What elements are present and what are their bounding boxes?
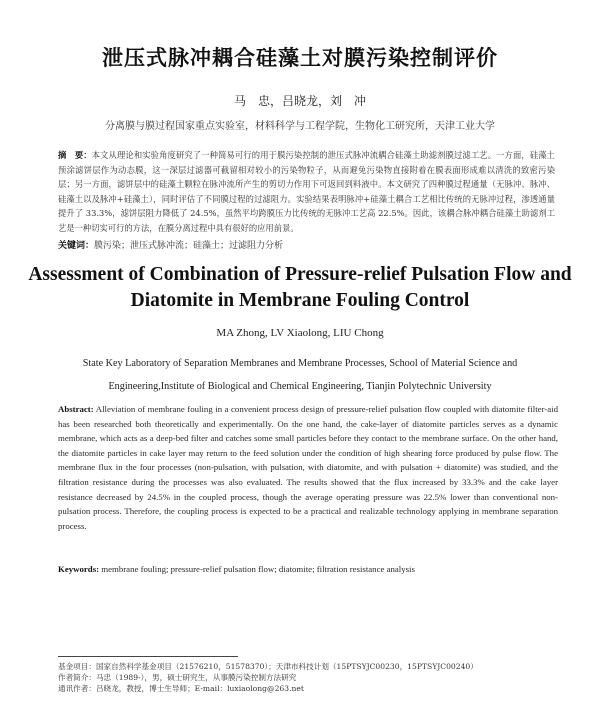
- english-keywords-text: membrane fouling; pressure-relief pulsation flow; diatomite; filtration resistance analysis: [101, 564, 415, 574]
- english-abstract-label: Abstract:: [58, 404, 94, 414]
- chinese-affiliation: 分离膜与膜过程国家重点实验室，材料科学与工程学院，生物化工研究所，天津工业大学: [105, 121, 495, 132]
- footnote-author-bio: 作者简介：马忠（1989-），男，硕士研究生，从事膜污染控制方法研究: [58, 673, 297, 682]
- english-affiliation-line1: State Key Laboratory of Separation Membranes and Membrane Processes, School of Material Science and: [82, 358, 518, 369]
- english-abstract-text: Alleviation of membrane fouling in a convenient process design of pressure-relief pulsation flow coupled with diatomite filter-aid has been researched both theoretically and experimentally. On the one hand, the cake-layer of diatomite particles serves as a dynamic membrane, which acts as a deep-bed filter and catches some small particles before they contact to the membrane surface. On the other hand, the diatomite particles in cake layer may return to the feed solution under the condition of high shearing force produced by pulse flow. The membrane flux in the four processes (non-pulsation, with pulsation, with diatomite, and with pulsation + diatomite) was studied, and the filtration resistance during the processes was also evaluated. The results showed that the flux increased by 33.3% and the cake layer resistance decreased by 24.5% in the coupled process, though the average operating pressure was 22.5% lower than conventional non-pulsation process. Therefore, the coupling process is expected to be a practical and realizable technology applying in membrane separation process.: [58, 404, 558, 531]
- chinese-keywords-text: 膜污染；泄压式脉冲流；硅藻土；过滤阻力分析: [94, 241, 284, 251]
- english-authors: MA Zhong, LV Xiaolong, LIU Chong: [216, 327, 384, 339]
- chinese-abstract: [58, 148, 555, 236]
- english-abstract: [58, 402, 558, 533]
- chinese-keywords: [58, 238, 555, 251]
- chinese-abstract-label: 摘 要：: [58, 150, 92, 160]
- chinese-authors: 马 忠，吕晓龙，刘 冲: [233, 94, 366, 108]
- chinese-title: 泄压式脉冲耦合硅藻土对膜污染控制评价: [102, 46, 498, 70]
- english-affiliation: [45, 352, 555, 398]
- english-keywords-label: Keywords:: [58, 564, 100, 574]
- english-title: Assessment of Combination of Pressure-relief Pulsation Flow and Diatomite in Membrane Fouling Control: [28, 264, 572, 311]
- footnotes: [58, 661, 568, 694]
- chinese-keywords-label: 关键词：: [58, 241, 95, 251]
- footnote-divider: [58, 656, 238, 657]
- chinese-abstract-text: 本文从理论和实验角度研究了一种简易可行的用于膜污染控制的泄压式脉冲流耦合硅藻土助滤剂膜过滤工艺。一方面，硅藻土预涂滤饼层作为动态膜，这一深层过滤器可截留相对较小的污染物粒子，从而避免污染物直接附着在膜表面形成难以清洗的致密污染层；另一方面，滤饼层中的硅藻土颗粒在脉冲流所产生的剪切力作用下可返回到料液中。本文研究了四种膜过程通量（无脉冲、脉冲、硅藻土以及脉冲+硅藻土），同时评估了不同膜过程的过滤阻力。实验结果表明脉冲+硅藻土耦合工艺相比传统的无脉冲过程，渗透通量提升了 33.3%，滤饼层阻力降低了 24.5%，虽然平均跨膜压力比传统的无脉冲工艺高 22.5%。因此，该耦合脉冲耦合硅藻土助滤剂工艺是一种切实可行的方法，在膜分离过程中具有很好的应用前景。: [58, 150, 555, 233]
- english-keywords: [58, 564, 558, 574]
- footnote-funding: 基金项目：国家自然科学基金项目（21576210，51578370）；天津市科技计划（15PTSYJC00230，15PTSYJC00240）: [58, 662, 478, 671]
- footnote-corresponding: 通讯作者：吕晓龙，教授，博士生导师；E-mail：luxiaolong@263.net: [58, 684, 304, 693]
- english-affiliation-line2: Engineering,Institute of Biological and Chemical Engineering, Tianjin Polytechnic University: [108, 381, 492, 392]
